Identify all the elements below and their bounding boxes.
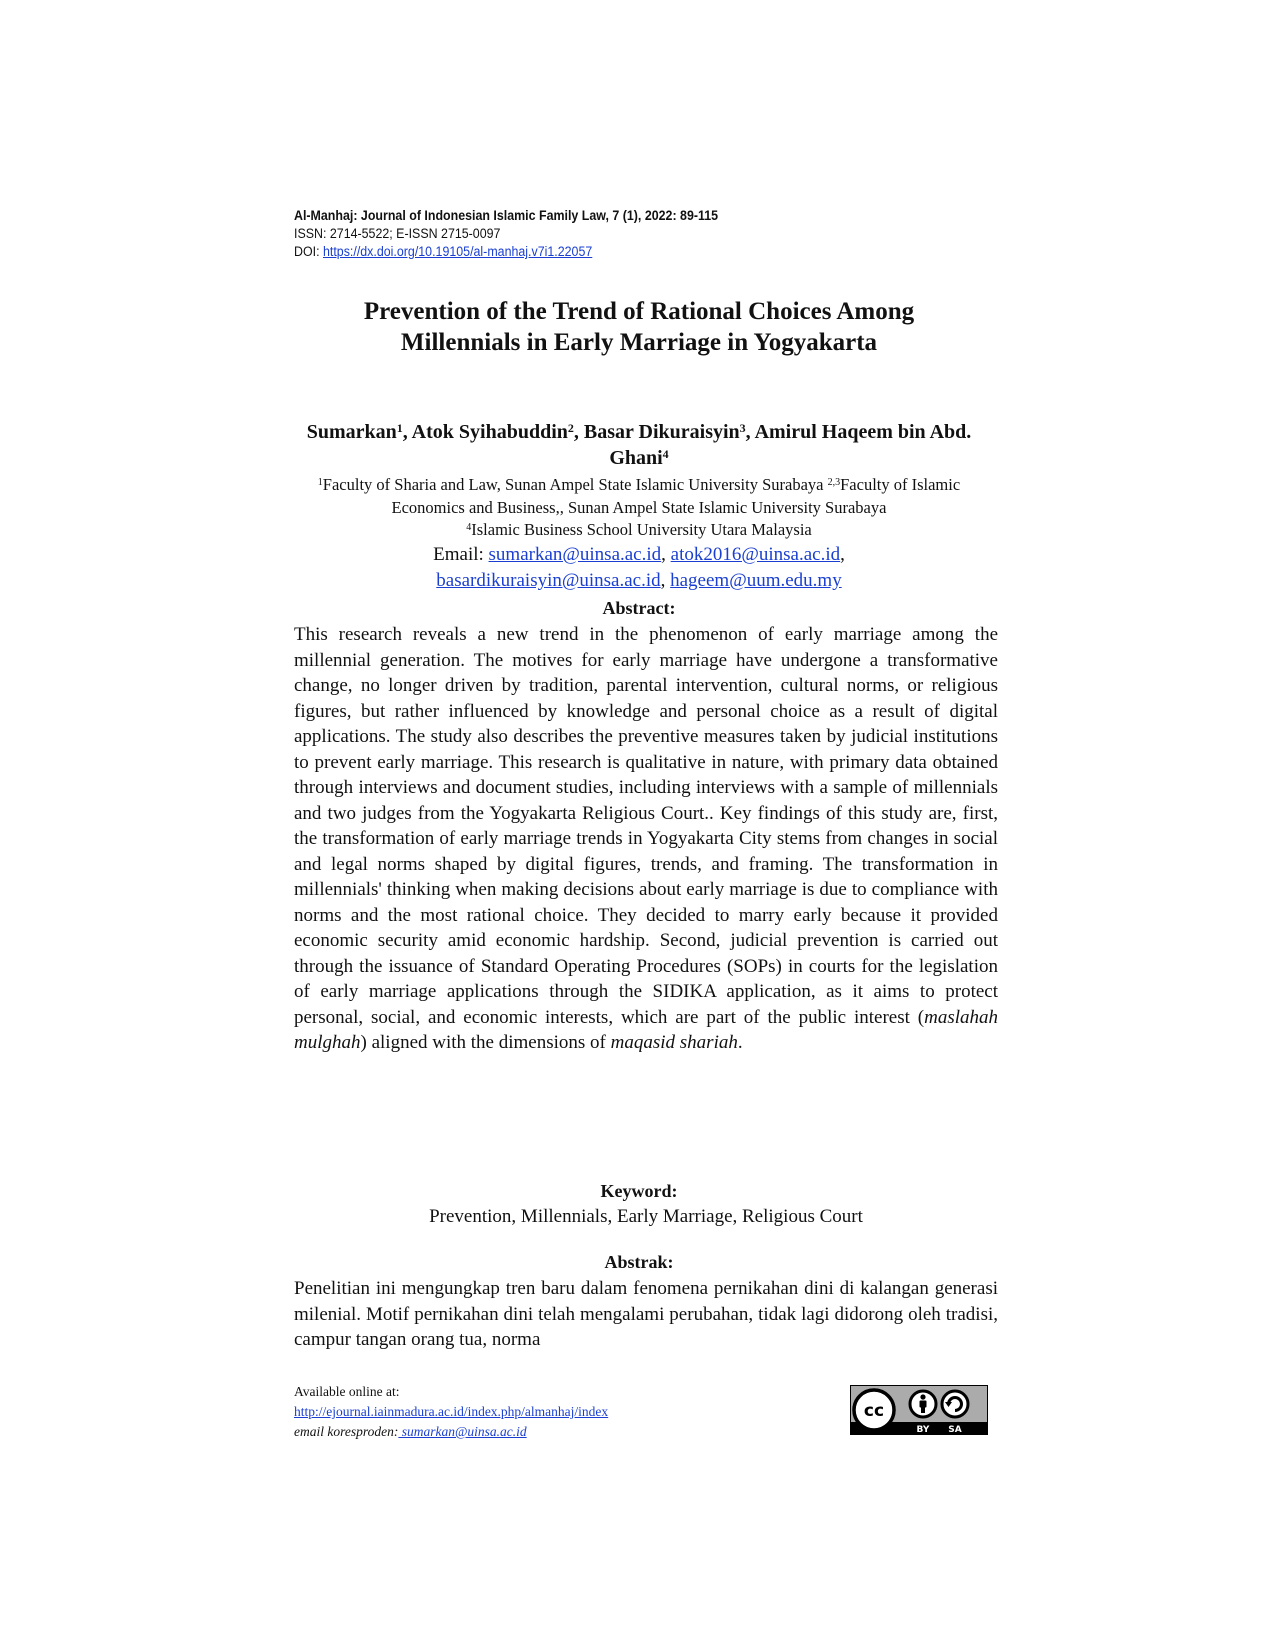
affiliation-marker: 4 (466, 522, 472, 533)
email-label: Email: (433, 544, 489, 565)
affiliation-4: Islamic Business School University Utara Malaysia (471, 520, 812, 539)
journal-citation: Al-Manhaj: Journal of Indonesian Islamic Family Law, 7 (1), 2022: 89-115 (294, 208, 719, 223)
email-link[interactable]: sumarkan@uinsa.ac.id (488, 544, 662, 565)
abstract-body: This research reveals a new trend in the phenomenon of early marriage among the millennial generation. The motives for early marriage have undergone a transformative change, no longer driven by tradition, parental intervention, cultural norms, or religious figures, but rather influenced by knowledge and personal choice as a result of digital applications. The study also describes the preventive measures taken by judicial institutions to prevent early marriage. This research is qualitative in nature, with primary data obtained through interviews and document studies, including interviews with a sample of millennials and two judges from the Yogyakarta Religious Court.. Key findings of this study are, first, the transformation of early marriage trends in Yogyakarta City stems from changes in social and legal norms shaped by digital figures, trends, and framing. The transformation in millennials' thinking when making decisions about early marriage is due to compliance with norms and the most rational choice. They decided to marry early because it provided economic security amid economic hardship. Second, judicial prevention is carried out through the issuance of Standard Operating Procedures (SOPs) in courts for the legislation of early marriage applications through the SIDIKA application, as it aims to protect personal, social, and economic interests, which are part of the public interest (maslahah mulghah) aligned with the dimensions of maqasid shariah. (294, 624, 998, 1053)
affiliations (294, 474, 984, 542)
doi-label: DOI: (294, 244, 323, 259)
correspondence-email-link[interactable]: sumarkan@uinsa.ac.id (398, 1424, 527, 1439)
share-alike-icon (942, 1391, 968, 1417)
author: Atok Syihabuddin$^2$, (411, 421, 584, 443)
cc-license-icon (850, 1385, 988, 1435)
journal-url-link[interactable]: http://ejournal.iainmadura.ac.id/index.php/almanhaj/index (294, 1404, 609, 1419)
journal-header (294, 207, 938, 261)
issn: ISSN: 2714-5522; E-ISSN 2715-0097 (294, 226, 501, 241)
footer-availability (294, 1382, 814, 1442)
email-link[interactable]: basardikuraisyin@uinsa.ac.id (436, 570, 661, 591)
title-line-1: Prevention of the Trend of Rational Choices Among (363, 298, 915, 325)
author-list (294, 419, 984, 471)
doi-line (294, 243, 938, 261)
affiliation-marker: 1 (317, 477, 323, 488)
abstrak-heading: Abstrak: (604, 1252, 674, 1272)
author: Amirul Haqeem bin Abd. Ghani$^4$ (609, 421, 972, 469)
author: Basar Dikuraisyin$^3$, (583, 421, 755, 443)
correspondence-line: email koresproden: sumarkan@uinsa.ac.id (294, 1424, 527, 1439)
svg-text:cc: cc (863, 1401, 885, 1421)
title-line-2: Millennials in Early Marriage in Yogyakarta (400, 329, 878, 356)
abstrak-body: Penelitian ini mengungkap tren baru dalam fenomena pernikahan dini di kalangan generasi milenial. Motif pernikahan dini telah mengalami perubahan, tidak lagi didorong oleh tradisi, campur tangan orang tua, norma (294, 1278, 998, 1350)
author: Sumarkan$^1$, (306, 421, 412, 443)
doi-link[interactable]: https://dx.doi.org/10.19105/al-manhaj.v7i1.22057 (322, 244, 593, 259)
term-maslahah: maslahah mulghah (294, 1006, 998, 1053)
email-link[interactable]: atok2016@uinsa.ac.id (670, 544, 841, 565)
affiliation-marker: 2,3 (827, 477, 841, 488)
affiliation-1: Faculty of Sharia and Law, Sunan Ampel State Islamic University Surabaya (322, 475, 828, 494)
email-link[interactable]: hageem@uum.edu.my (670, 570, 842, 591)
keyword-list: Prevention, Millennials, Early Marriage, Religious Court (429, 1206, 863, 1227)
svg-text:BY: BY (916, 1425, 930, 1435)
author-emails: Email: sumarkan@uinsa.ac.id, atok2016@uinsa.ac.id, basardikuraisyin@uinsa.ac.id, hageem@uum.edu.my (433, 544, 845, 591)
cc-by-sa-license-badge[interactable] (850, 1385, 988, 1435)
affiliation-2-3: Faculty of Islamic Economics and Business,, Sunan Ampel State Islamic University Surabaya (391, 475, 961, 517)
keyword-heading: Keyword: (600, 1181, 678, 1201)
term-maqasid: maqasid shariah (610, 1032, 738, 1053)
available-label: Available online at: (294, 1384, 400, 1399)
abstract-heading: Abstract: (602, 598, 676, 618)
paper-title (294, 296, 984, 358)
svg-text:SA: SA (948, 1425, 962, 1435)
